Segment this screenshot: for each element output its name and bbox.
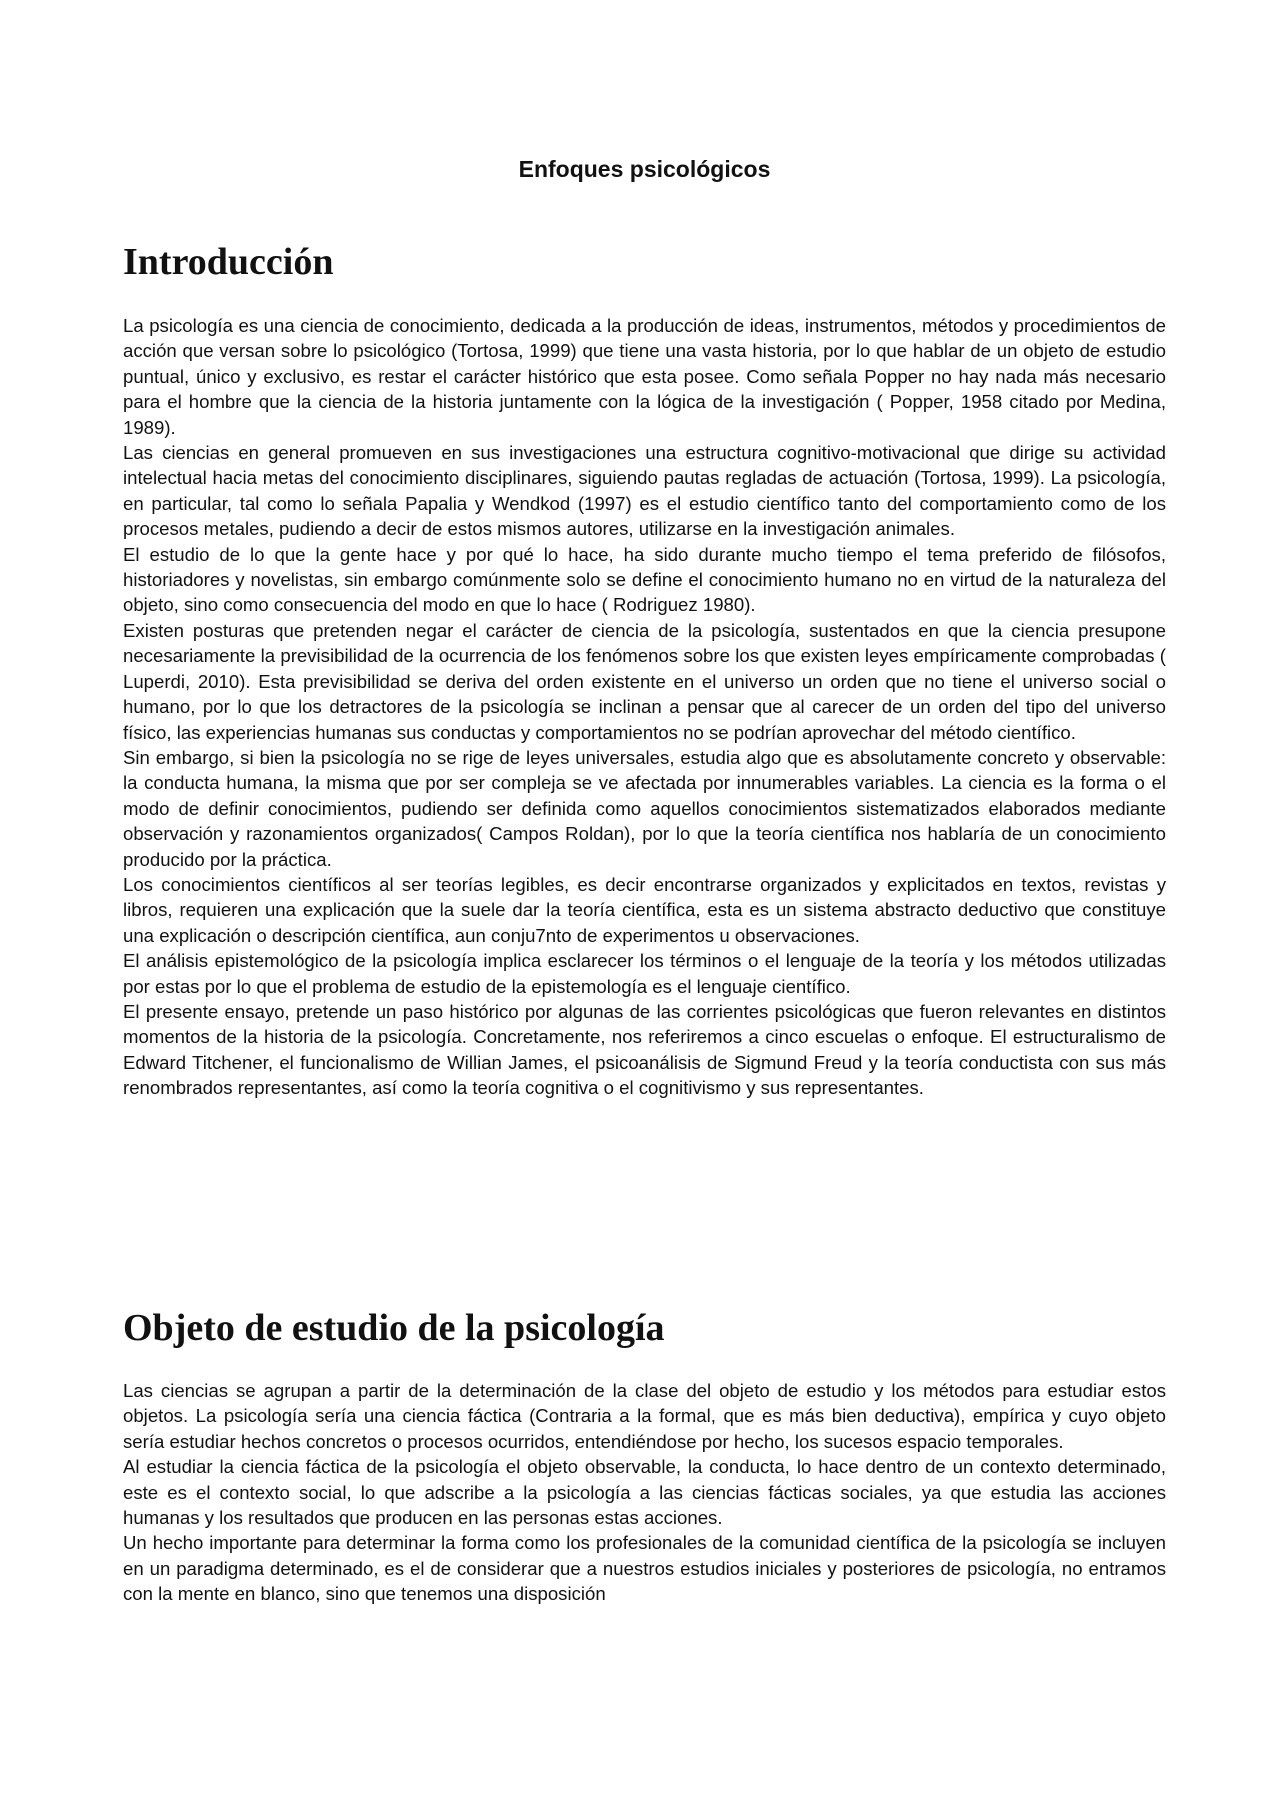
paragraph: La psicología es una ciencia de conocimiento, dedicada a la producción de ideas, instrumentos, métodos y procedimientos de acción que versan sobre lo psicológico (Tortosa, 1999) que tiene una vasta historia, por lo que hablar de un objeto de estudio puntual, único y exclusivo, es restar el carácter histórico que esta posee. Como señala Popper no hay nada más necesario para el hombre que la ciencia de la historia juntamente con la lógica de la investigación ( Popper, 1958 citado por Medina, 1989). (123, 315, 1166, 438)
section-body-objeto-de-estudio (123, 1378, 1166, 1607)
document-page (123, 0, 1166, 1811)
paragraph: Un hecho importante para determinar la forma como los profesionales de la comunidad científica de la psicología se incluyen en un paradigma determinado, es el de considerar que a nuestros estudios iniciales y posteriores de psicología, no entramos con la mente en blanco, sino que tenemos una disposición (123, 1532, 1166, 1605)
paragraph: El estudio de lo que la gente hace y por qué lo hace, ha sido durante mucho tiempo el tema preferido de filósofos, historiadores y novelistas, sin embargo comúnmente solo se define el conocimiento humano no en virtud de la naturaleza del objeto, sino como consecuencia del modo en que lo hace ( Rodriguez 1980). (123, 543, 1166, 616)
paragraph: El análisis epistemológico de la psicología implica esclarecer los términos o el lenguaje de la teoría y los métodos utilizadas por estas por lo que el problema de estudio de la epistemología es el lenguaje científico. (123, 950, 1166, 997)
section-heading-introduccion: Introducción (123, 241, 334, 283)
paragraph: Al estudiar la ciencia fáctica de la psicología el objeto observable, la conducta, lo hace dentro de un contexto determinado, este es el contexto social, lo que adscribe a la psicología a las ciencias fácticas sociales, ya que estudia las acciones humanas y los resultados que producen en las personas estas acciones. (123, 1456, 1166, 1529)
paragraph: Los conocimientos científicos al ser teorías legibles, es decir encontrarse organizados y explicitados en textos, revistas y libros, requieren una explicación que la suele dar la teoría científica, esta es un sistema abstracto deductivo que constituye una explicación o descripción científica, aun conju7nto de experimentos u observaciones. (123, 873, 1166, 946)
paragraph: Existen posturas que pretenden negar el carácter de ciencia de la psicología, sustentados en que la ciencia presupone necesariamente la previsibilidad de la ocurrencia de los fenómenos sobre los que existen leyes empíricamente comprobadas ( Luperdi, 2010). Esta previsibilidad se deriva del orden existente en el universo un orden que no tiene el universo social o humano, por lo que los detractores de la psicología se inclinan a pensar que al carecer de un orden del tipo del universo físico, las experiencias humanas sus conductas y comportamientos no se podrían aprovechar del método científico. (123, 619, 1166, 743)
paragraph: Las ciencias se agrupan a partir de la determinación de la clase del objeto de estudio y los métodos para estudiar estos objetos. La psicología sería una ciencia fáctica (Contraria a la formal, que es más bien deductiva), empírica y cuyo objeto sería estudiar hechos concretos o procesos ocurridos, entendiéndose por hecho, los sucesos espacio temporales. (123, 1380, 1166, 1452)
paragraph: Sin embargo, si bien la psicología no se rige de leyes universales, estudia algo que es absolutamente concreto y observable: la conducta humana, la misma que por ser compleja se ve afectada por innumerables variables. La ciencia es la forma o el modo de definir conocimientos, pudiendo ser definida como aquellos conocimientos sistematizados elaborados mediante observación y razonamientos organizados( Campos Roldan), por lo que la teoría científica nos hablaría de un conocimiento producido por la práctica. (123, 746, 1166, 870)
document-title: Enfoques psicológicos (518, 156, 771, 182)
section-body-introduccion (123, 313, 1166, 1101)
paragraph: Las ciencias en general promueven en sus investigaciones una estructura cognitivo-motivacional que dirige su actividad intelectual hacia metas del conocimiento disciplinares, siguiendo pautas regladas de actuación (Tortosa, 1999). La psicología, en particular, tal como lo señala Papalia y Wendkod (1997) es el estudio científico tanto del comportamiento como de los procesos metales, pudiendo a decir de estos mismos autores, utilizarse en la investigación animales. (123, 442, 1166, 540)
paragraph: El presente ensayo, pretende un paso histórico por algunas de las corrientes psicológicas que fueron relevantes en distintos momentos de la historia de la psicología. Concretamente, nos referiremos a cinco escuelas o enfoque. El estructuralismo de Edward Titchener, el funcionalismo de Willian James, el psicoanálisis de Sigmund Freud y la teoría conductista con sus más renombrados representantes, así como la teoría cognitiva o el cognitivismo y sus representantes. (123, 1000, 1166, 1099)
section-heading-objeto-de-estudio: Objeto de estudio de la psicología (123, 1307, 665, 1349)
